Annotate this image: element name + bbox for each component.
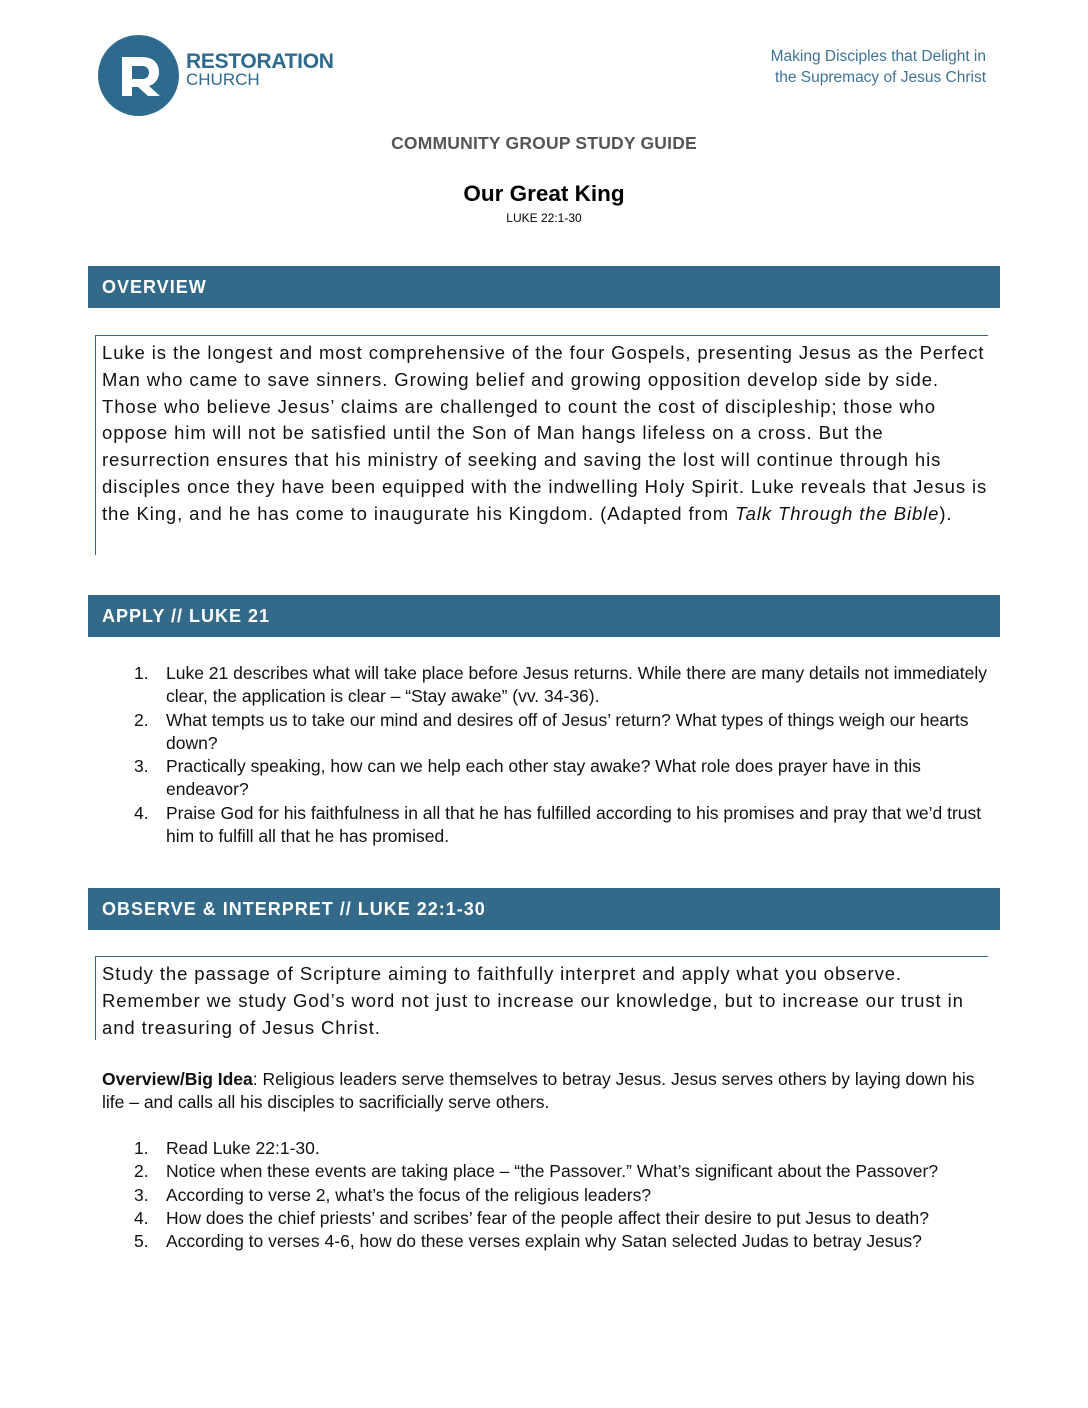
list-item [130,755,1000,802]
list-number: 4. [134,802,149,823]
tagline [771,46,986,88]
overview-heading: OVERVIEW [88,266,1000,308]
list-text: Read Luke 22:1-30. [166,1138,320,1158]
scripture-reference: LUKE 22:1-30 [506,211,582,225]
logo-r-icon [98,35,179,116]
overview-text-end: ). [939,502,953,524]
list-number: 5. [134,1231,149,1252]
list-text: Practically speaking, how can we help each other stay awake? What role does prayer have in this endeavor? [166,756,921,800]
observe-intro-text: Study the passage of Scripture aiming to faithfully interpret and apply what you observe. Remember we study God’s word not just to increase our knowledge, but to increase our trust in and treasuring of Jesus Christ. [102,963,964,1038]
list-item [130,1230,1000,1253]
overview-text [102,336,988,528]
list-number: 2. [134,709,149,730]
list-number: 2. [134,1161,149,1182]
observe-question-list [130,1137,1000,1253]
list-text: According to verses 4-6, how do these verses explain why Satan selected Judas to betray Jesus? [166,1231,922,1252]
list-text: Luke 21 describes what will take place before Jesus returns. While there are many details not immediately clear, the application is clear – “Stay awake” (vv. 34-36). [166,663,987,707]
list-item [130,1160,1000,1183]
overview-box [95,335,988,555]
list-text: How does the chief priests’ and scribes’ fear of the people affect their desire to put Jesus to death? [166,1207,929,1228]
list-number: 4. [134,1207,149,1228]
list-item [130,1207,1000,1230]
logo-name-line2: CHURCH [186,70,260,89]
list-item [130,802,1000,849]
apply-heading: APPLY // LUKE 21 [88,595,1000,637]
observe-heading: OBSERVE & INTERPRET // LUKE 22:1-30 [88,888,1000,930]
big-idea [102,1068,982,1115]
big-idea-label: Overview/Big Idea [102,1069,253,1089]
tagline-line1: Making Disciples that Delight in [770,48,986,65]
list-number: 3. [134,756,149,777]
big-idea-text: : Religious leaders serve themselves to betray Jesus. Jesus serves others by laying down his life – and calls all his disciples to sacrificially serve others. [102,1069,975,1113]
page-title: Our Great King [463,181,625,206]
list-text: Notice when these events are taking place – “the Passover.” What’s significant about the Passover? [166,1161,939,1182]
overview-text-main: Luke is the longest and most comprehensive of the four Gospels, presenting Jesus as the Perfect Man who came to save sinners. Growing belief and growing opposition develop side by side. Those who believe Jesus’ claims are challenged to count the cost of discipleship; those who oppose him will not be satisfied until the Son of Man hangs lifeless on a cross. But the resurrection ensures that his ministry of seeking and saving the lost will continue through his disciples once they have been equipped with the indwelling Holy Spirit. Luke reveals that Jesus is the King, and he has come to inaugurate his Kingdom. (Adapted from [102,342,988,524]
tagline-line2: the Supremacy of Jesus Christ [774,69,986,86]
observe-intro-box [95,956,988,1040]
list-number: 3. [134,1184,149,1205]
list-item [130,662,1000,709]
list-item [130,709,1000,756]
list-number: 1. [134,1138,149,1158]
list-item [130,1137,1000,1160]
list-text: According to verse 2, what’s the focus of the religious leaders? [166,1184,652,1205]
guide-label: COMMUNITY GROUP STUDY GUIDE [391,133,697,153]
list-number: 1. [134,663,149,683]
list-item [130,1184,1000,1207]
list-text: What tempts us to take our mind and desires off of Jesus’ return? What types of things weigh our hearts down? [166,709,969,753]
overview-book-title: Talk Through the Bible [735,502,940,524]
logo-name-line1: RESTORATION [186,50,334,73]
apply-question-list [130,662,1000,848]
list-text: Praise God for his faithfulness in all that he has fulfilled according to his promises and pray that we’d trust him to fulfill all that he has promised. [166,802,982,847]
church-logo [98,35,338,117]
